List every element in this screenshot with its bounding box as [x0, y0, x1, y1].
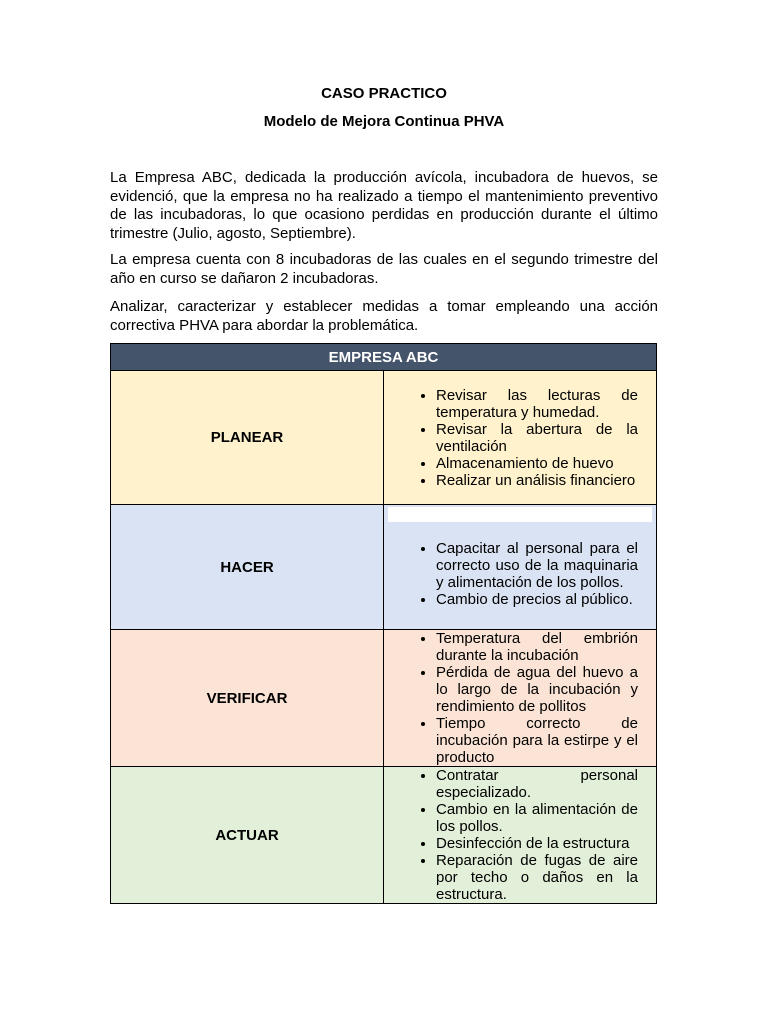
list-item: • Temperatura del embrión durante la incubación	[436, 630, 638, 664]
list-item: • Almacenamiento de huevo	[436, 455, 638, 472]
phase-content-hacer	[384, 505, 657, 630]
white-band	[388, 507, 652, 522]
document-title: CASO PRACTICO	[321, 85, 447, 102]
document-subtitle: Modelo de Mejora Continua PHVA	[263, 113, 505, 130]
list-item: • Desinfección de la estructura	[436, 835, 638, 852]
verificar-list	[384, 630, 656, 766]
list-item: • Reparación de fugas de aire por techo o daños en la estructura.	[436, 852, 638, 903]
table-row-actuar	[111, 767, 657, 904]
list-item: • Capacitar al personal para el correcto uso de la maquinaria y alimentación de los pollos.	[436, 540, 638, 591]
phase-label-planear: PLANEAR	[111, 371, 384, 505]
list-item: • Realizar un análisis financiero	[436, 472, 638, 489]
phase-content-verificar	[384, 630, 657, 767]
paragraph-task: Analizar, caracterizar y establecer medidas a tomar empleando una acción correctiva PHVA para abordar la problemática.	[110, 298, 658, 334]
list-item: • Revisar las lecturas de temperatura y humedad.	[436, 387, 638, 421]
list-item: • Revisar la abertura de la ventilación	[436, 421, 638, 455]
phase-label-verificar: VERIFICAR	[111, 630, 384, 767]
table-row-verificar	[111, 630, 657, 767]
paragraph-intro: La Empresa ABC, dedicada la producción avícola, incubadora de huevos, se evidenció, que la empresa no ha realizado a tiempo el mantenimiento preventivo de las incubadoras, lo que ocasiono perdidas en producción durante el último trimestre (Julio, agosto, Septiembre).	[110, 169, 658, 242]
phase-content-actuar	[384, 767, 657, 904]
list-item: • Tiempo correcto de incubación para la estirpe y el producto	[436, 715, 638, 766]
phase-label-hacer: HACER	[111, 505, 384, 630]
phva-table	[110, 343, 657, 904]
phase-label-actuar: ACTUAR	[111, 767, 384, 904]
phase-content-planear	[384, 371, 657, 505]
table-row-hacer	[111, 505, 657, 630]
table-row-planear	[111, 371, 657, 505]
list-item: • Cambio de precios al público.	[436, 591, 638, 608]
planear-list	[384, 387, 656, 489]
hacer-list	[384, 540, 656, 608]
table-header: EMPRESA ABC	[111, 344, 657, 371]
list-item: • Contratar personal especializado.	[436, 767, 638, 801]
list-item: • Cambio en la alimentación de los pollos.	[436, 801, 638, 835]
paragraph-incubators: La empresa cuenta con 8 incubadoras de las cuales en el segundo trimestre del año en curso se dañaron 2 incubadoras.	[110, 251, 658, 287]
actuar-list	[384, 767, 656, 903]
list-item: • Pérdida de agua del huevo a lo largo de la incubación y rendimiento de pollitos	[436, 664, 638, 715]
